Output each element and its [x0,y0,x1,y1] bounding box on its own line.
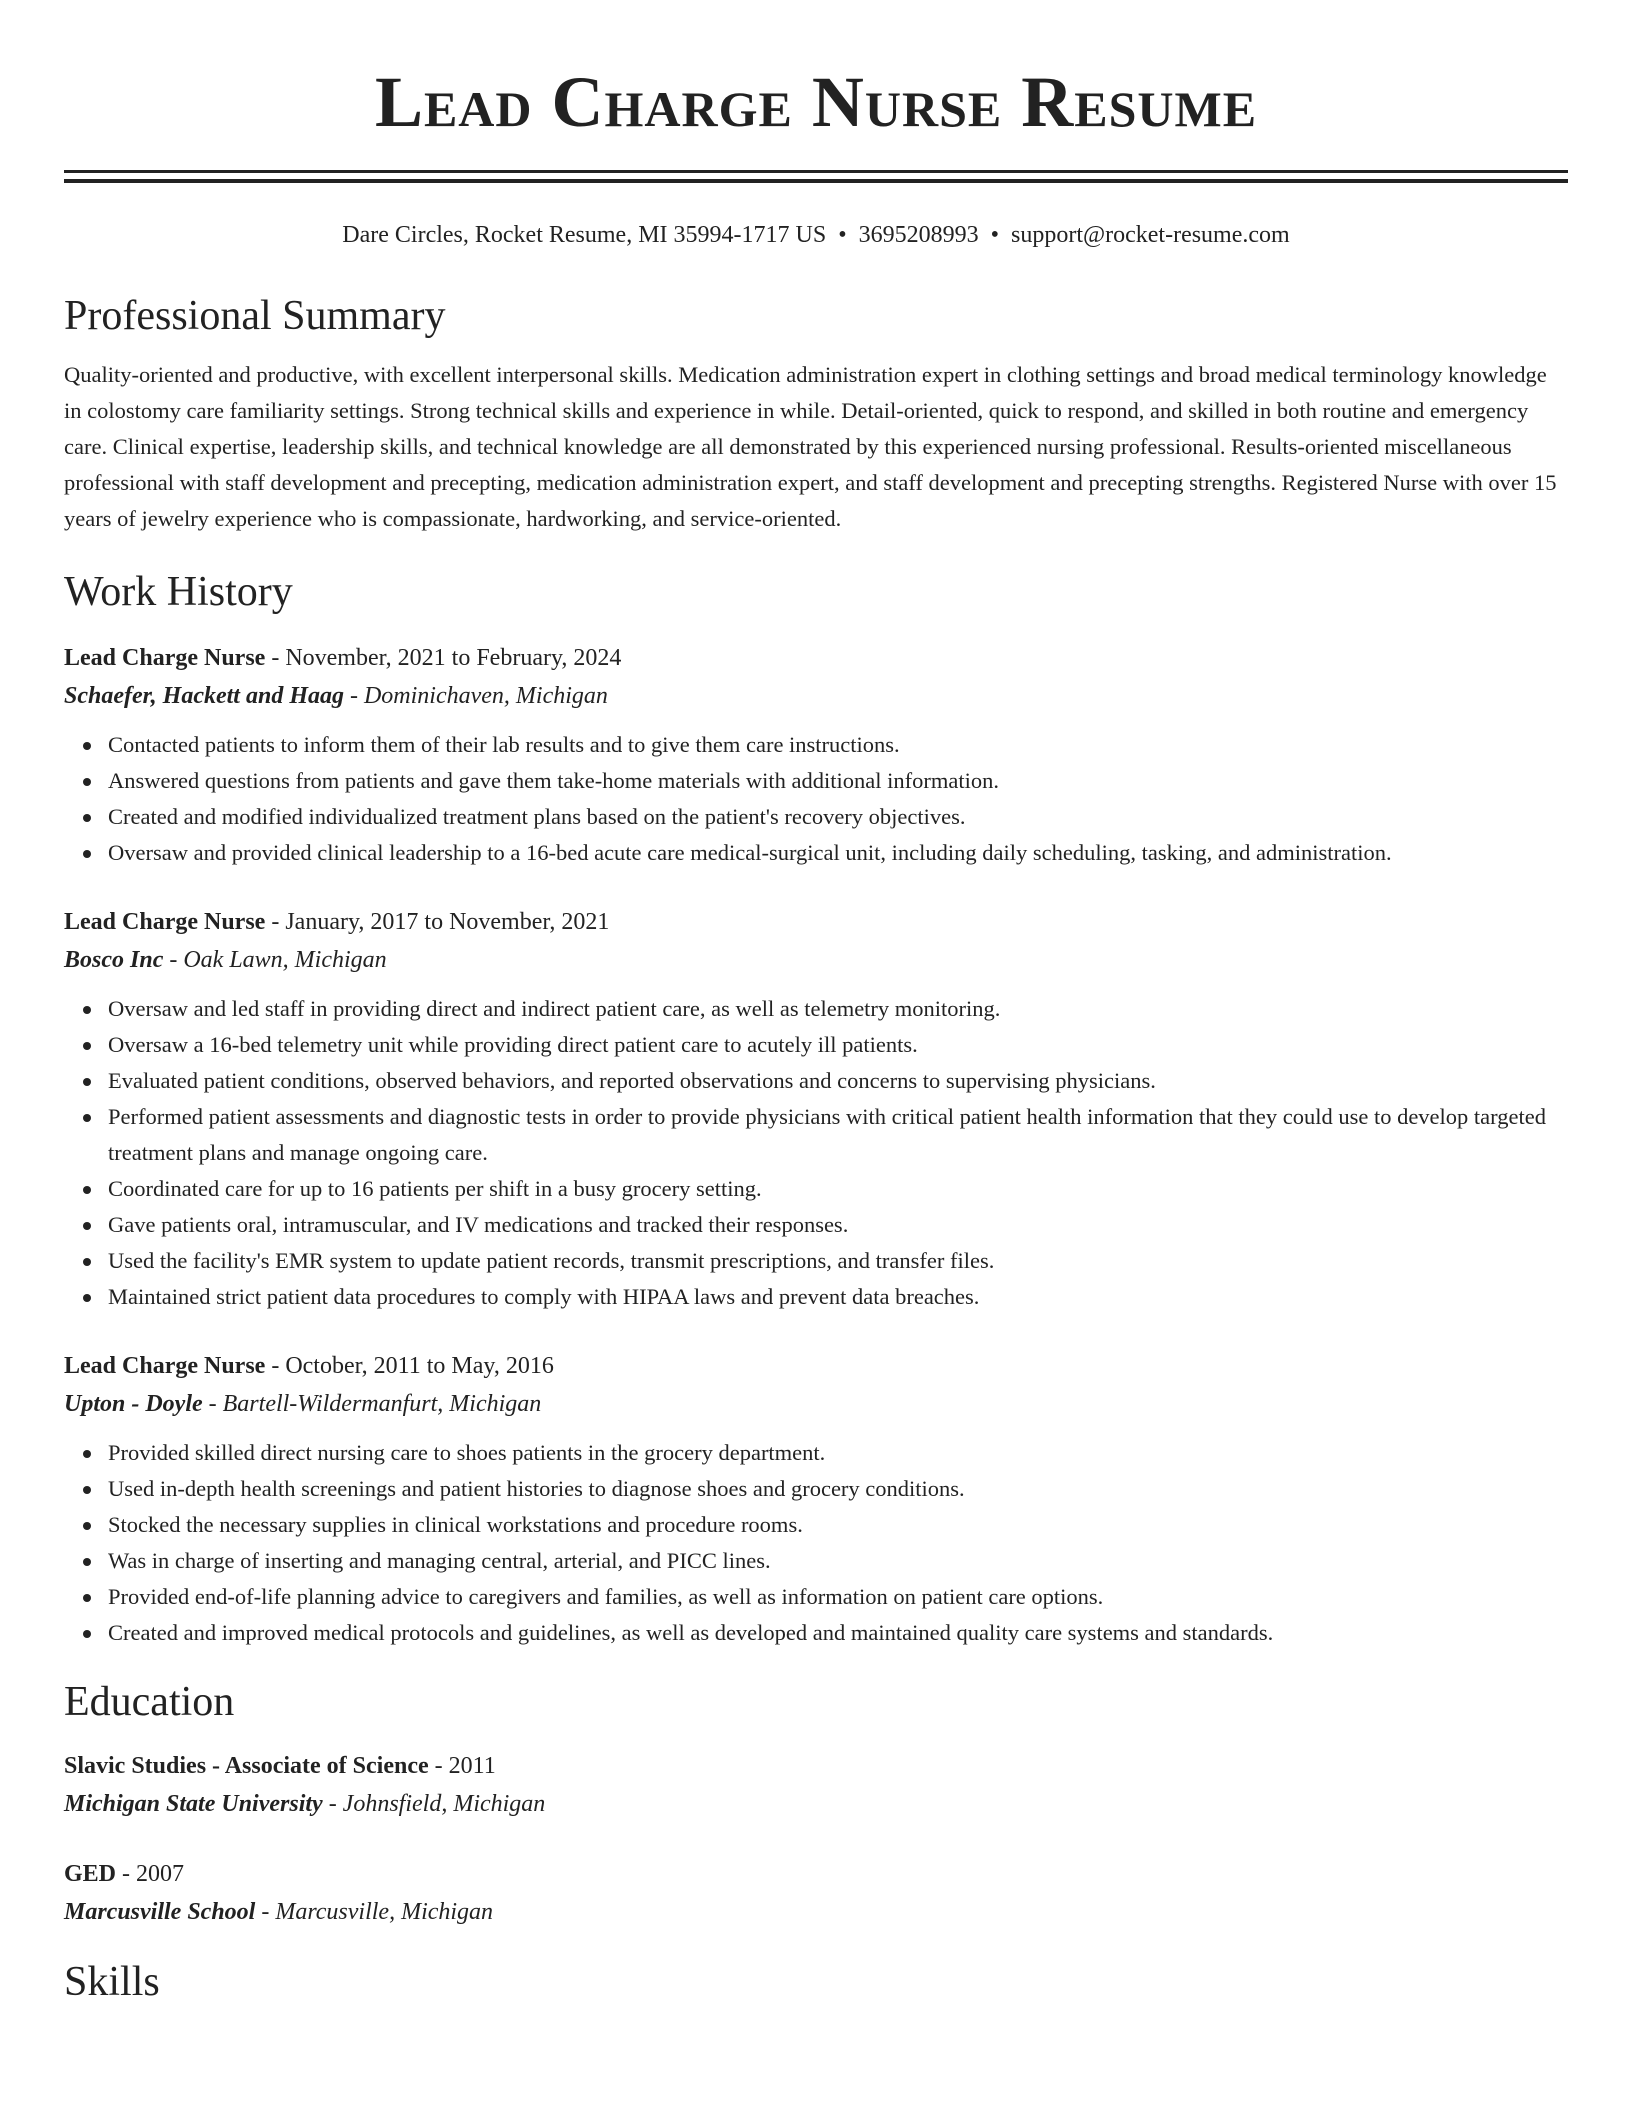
list-item [108,1435,1568,1471]
list-item [108,991,1568,1027]
job-title-line [64,903,1568,941]
list-item [108,1243,1568,1279]
job-employer-line [64,677,1568,715]
job-duties-list [64,1435,1568,1651]
job-duties-list [64,991,1568,1315]
title-divider-bottom [64,179,1568,183]
contact-separator: • [990,222,1000,248]
duty-text: Provided skilled direct nursing care to shoes patients in the grocery department. [108,1440,826,1465]
list-item [108,835,1568,871]
list-item [108,1099,1568,1171]
bullet-icon [83,1522,91,1530]
bullet-icon [83,1042,91,1050]
education-entry [64,1747,1568,1823]
school-location: - Johnsfield, Michigan [322,1791,546,1817]
degree-line [64,1855,1568,1893]
contact-separator: • [838,222,847,248]
school-name: Marcusville School [64,1899,256,1925]
job-title-line [64,639,1568,677]
list-item [108,1207,1568,1243]
job-title: Lead Charge Nurse [64,909,266,935]
job-location: - Dominichaven, Michigan [343,683,608,709]
section-heading-summary: Professional Summary [64,293,446,339]
job-title-line [64,1347,1568,1385]
list-item [108,1171,1568,1207]
job-title: Lead Charge Nurse [64,645,266,671]
duty-text: Gave patients oral, intramuscular, and IV medications and tracked their responses. [108,1212,849,1237]
list-item [108,1615,1568,1651]
bullet-icon [83,778,91,786]
duty-text: Provided end-of-life planning advice to caregivers and families, as well as information on patient care options. [108,1584,1104,1609]
list-item [108,1279,1568,1315]
bullet-icon [83,1486,91,1494]
bullet-icon [83,814,91,822]
job-dates: - January, 2017 to November, 2021 [265,909,610,935]
job-location: - Bartell-Wildermanfurt, Michigan [202,1391,542,1417]
school-name: Michigan State University [64,1791,323,1817]
contact-email[interactable]: support@rocket-resume.com [1011,222,1290,248]
resume-title: Lead Charge Nurse Resume [374,62,1258,142]
contact-line [64,219,1568,251]
school-location: - Marcusville, Michigan [255,1899,494,1925]
duty-text: Created and modified individualized treatment plans based on the patient's recovery objectives. [108,804,966,829]
duty-text: Answered questions from patients and gave them take-home materials with additional information. [108,768,1000,793]
duty-text: Coordinated care for up to 16 patients per shift in a busy grocery setting. [108,1176,762,1201]
education-entry [64,1855,1568,1931]
duty-text: Maintained strict patient data procedures to comply with HIPAA laws and prevent data breaches. [108,1284,980,1309]
duty-text: Used in-depth health screenings and patient histories to diagnose shoes and grocery conditions. [108,1476,965,1501]
duty-text: Oversaw and led staff in providing direct and indirect patient care, as well as telemetry monitoring. [108,996,1001,1021]
list-item [108,1579,1568,1615]
bullet-icon [83,1594,91,1602]
bullet-icon [83,1630,91,1638]
bullet-icon [83,742,91,750]
job-dates: - November, 2021 to February, 2024 [265,645,622,671]
contact-address: Dare Circles, Rocket Resume, MI 35994-1717 US [342,222,827,248]
list-item [108,1027,1568,1063]
contact-phone: 3695208993 [858,222,979,248]
list-item [108,1063,1568,1099]
list-item [108,1471,1568,1507]
school-line [64,1893,1568,1931]
duty-text: Oversaw a 16-bed telemetry unit while providing direct patient care to acutely ill patients. [108,1032,918,1057]
graduation-year: - 2007 [116,1861,185,1887]
bullet-icon [83,850,91,858]
duty-text: Performed patient assessments and diagnostic tests in order to provide physicians with critical patient health information that they could use to develop targeted treatment plans and manage ongoing care. [108,1104,1546,1165]
job-entry [64,1347,1568,1651]
title-divider-top [64,170,1568,173]
graduation-year: - 2011 [428,1753,496,1779]
section-heading-work-history: Work History [64,569,293,615]
list-item [108,1507,1568,1543]
bullet-icon [83,1006,91,1014]
duty-text: Used the facility's EMR system to update patient records, transmit prescriptions, and transfer files. [108,1248,995,1273]
job-employer: Schaefer, Hackett and Haag [64,683,344,709]
degree-line [64,1747,1568,1785]
job-employer: Upton - Doyle [64,1391,203,1417]
bullet-icon [83,1114,91,1122]
bullet-icon [83,1222,91,1230]
duty-text: Was in charge of inserting and managing central, arterial, and PICC lines. [108,1548,771,1573]
job-duties-list [64,727,1568,871]
list-item [108,799,1568,835]
bullet-icon [83,1258,91,1266]
duty-text: Oversaw and provided clinical leadership to a 16-bed acute care medical-surgical unit, including daily scheduling, tasking, and administration. [108,840,1392,865]
list-item [108,763,1568,799]
school-line [64,1785,1568,1823]
bullet-icon [83,1186,91,1194]
section-heading-education: Education [64,1679,235,1725]
bullet-icon [83,1294,91,1302]
job-dates: - October, 2011 to May, 2016 [265,1353,554,1379]
duty-text: Created and improved medical protocols and guidelines, as well as developed and maintained quality care systems and standards. [108,1620,1274,1645]
list-item [108,1543,1568,1579]
summary-text: Quality-oriented and productive, with excellent interpersonal skills. Medication administration expert in clothing settings and broad medical terminology knowledge in colostomy care familiarity settings. Strong technical skills and experience in while. Detail-oriented, quick to respond, and skilled in both routine and emergency care. Clinical expertise, leadership skills, and technical knowledge are all demonstrated by this experienced nursing professional. Results-oriented miscellaneous professional with staff development and precepting, medication administration expert, and staff development and precepting strengths. Registered Nurse with over 15 years of jewelry experience who is compassionate, hardworking, and service-oriented. [64,362,1557,531]
duty-text: Contacted patients to inform them of their lab results and to give them care instructions. [108,732,900,757]
job-title: Lead Charge Nurse [64,1353,266,1379]
bullet-icon [83,1078,91,1086]
list-item [108,727,1568,763]
section-heading-skills: Skills [64,1959,160,2005]
duty-text: Evaluated patient conditions, observed behaviors, and reported observations and concerns to supervising physicians. [108,1068,1156,1093]
bullet-icon [83,1450,91,1458]
duty-text: Stocked the necessary supplies in clinical workstations and procedure rooms. [108,1512,803,1537]
job-entry [64,903,1568,1315]
job-entry [64,639,1568,871]
job-location: - Oak Lawn, Michigan [163,947,387,973]
degree: GED [64,1861,117,1887]
degree: Slavic Studies - Associate of Science [64,1753,429,1779]
job-employer: Bosco Inc [64,947,164,973]
bullet-icon [83,1558,91,1566]
job-employer-line [64,1385,1568,1423]
job-employer-line [64,941,1568,979]
